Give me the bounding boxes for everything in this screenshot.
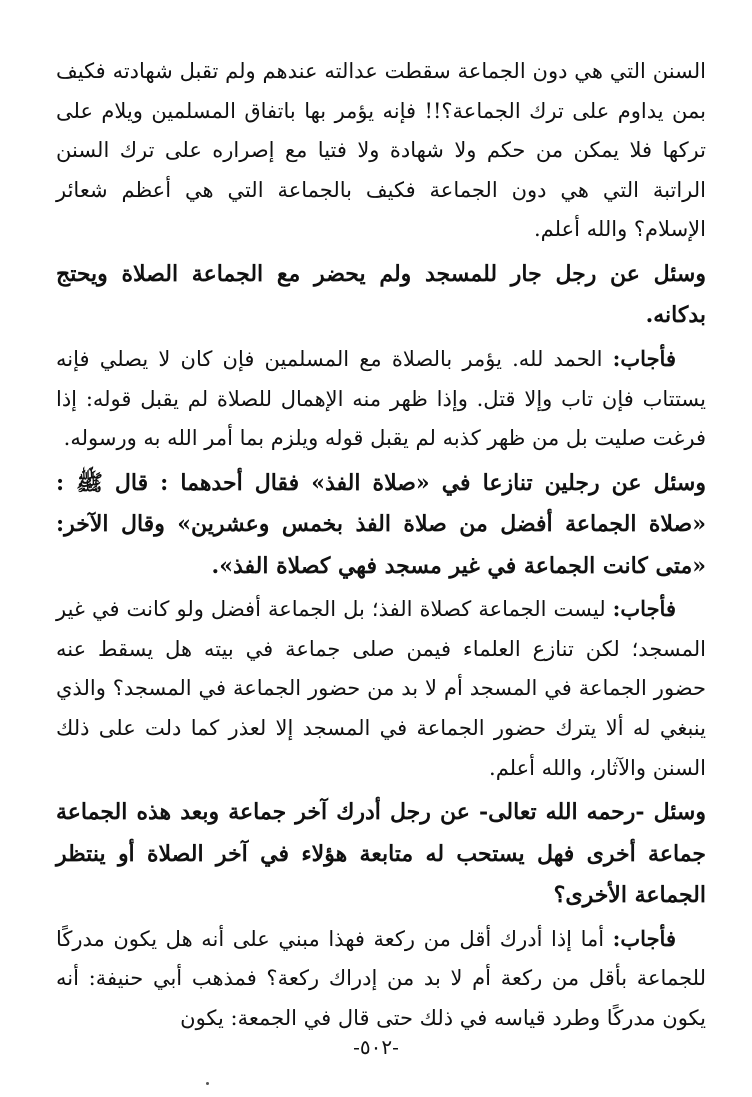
answer-2-lead: فأجاب:: [612, 596, 676, 622]
question-2: وسئل عن رجلين تنازعا في «صلاة الفذ» فقال أحدهما : قال ﷺ : «صلاة الجماعة أفضل من صلاة الفذ بخمس وعشرين» وقال الآخر: «متى كانت الجماعة في غير مسجد فهي كصلاة الفذ».: [56, 469, 706, 579]
answer-1-lead: فأجاب:: [612, 345, 676, 371]
scan-speck: [206, 1082, 209, 1085]
question-1: وسئل عن رجل جار للمسجد ولم يحضر مع الجماعة الصلاة ويحتج بدكانه.: [56, 260, 706, 329]
question-3: وسئل -رحمه الله تعالى- عن رجل أدرك آخر جماعة وبعد هذه الجماعة جماعة أخرى فهل يستحب له متابعة هؤلاء في آخر الصلاة أو ينتظر الجماعة الأخرى؟: [56, 799, 706, 909]
intro-paragraph: السنن التي هي دون الجماعة سقطت عدالته عندهم ولم تقبل شهادته فكيف بمن يداوم على ترك الجماعة؟!! فإنه يؤمر بها باتفاق المسلمين ويلام على تركها فلا يمكن من حكم ولا شهادة ولا فتيا مع إصراره على ترك السنن الراتبة التي هي دون الجماعة فكيف بالجماعة التي هي أعظم شعائر الإسلام؟ والله أعلم.: [56, 59, 706, 242]
answer-1: [56, 339, 706, 459]
page-body: [56, 52, 706, 1039]
answer-3: [56, 919, 706, 1039]
answer-2: [56, 589, 706, 788]
answer-2-text: ليست الجماعة كصلاة الفذ؛ بل الجماعة أفضل ولو كانت في غير المسجد؛ لكن تنازع العلماء فيمن صلى جماعة في بيته هل يسقط عنه حضور الجماعة في المسجد أم لا بد من حضور الجماعة في المسجد؟ والذي ينبغي له ألا يترك حضور الجماعة في المسجد إلا لعذر كما دلت على ذلك السنن والآثار، والله أعلم.: [56, 597, 706, 780]
answer-3-text: أما إذا أدرك أقل من ركعة فهذا مبني على أنه هل يكون مدركًا للجماعة بأقل من ركعة أم لا بد من إدراك ركعة؟ فمذهب أبي حنيفة: أنه يكون مدركًا وطرد قياسه في ذلك حتى قال في الجمعة: يكون: [56, 926, 706, 1030]
answer-3-lead: فأجاب:: [612, 925, 676, 951]
answer-1-text: الحمد لله. يؤمر بالصلاة مع المسلمين فإن كان لا يصلي فإنه يستتاب فإن تاب وإلا قتل. وإذا ظهر منه الإهمال للصلاة لم يقبل قوله: إذا فرغت صليت بل من ظهر كذبه لم يقبل قوله ويلزم بما أمر الله به ورسوله.: [56, 346, 706, 451]
page-number: -٥٠٢-: [353, 1035, 399, 1059]
